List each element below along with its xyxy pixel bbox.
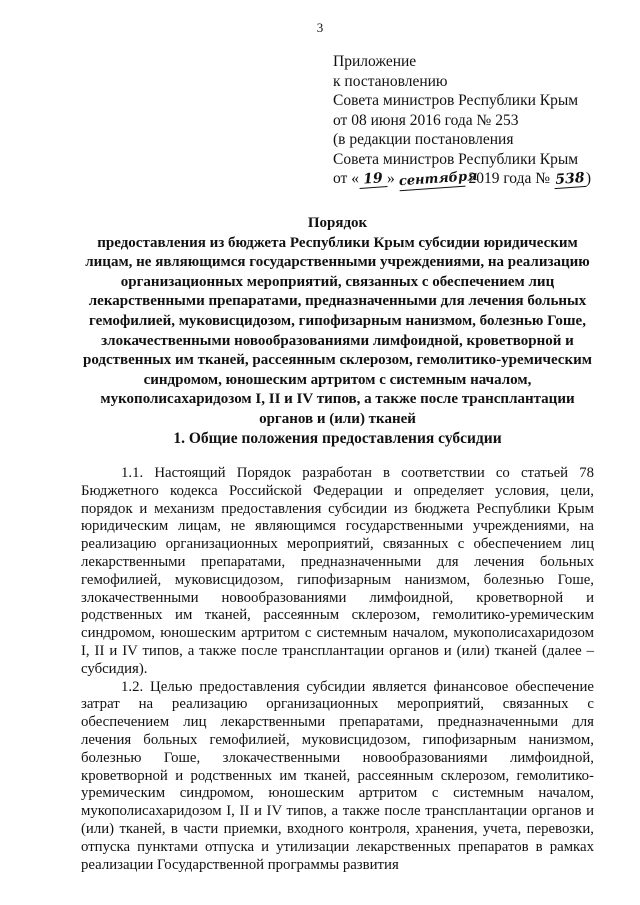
section-body bbox=[81, 465, 594, 874]
appendix-line: Совета министров Республики Крым bbox=[333, 92, 579, 109]
title-text: предоставления из бюджета Республики Крым субсидии юридическим лицам, не являющимся государственными учреждениями, на реализацию организационных мероприятий, связанных с обеспечением лиц лекарственными препаратами, предназначенными для лечения больных гемофилией, муковисцидозом, гипофизарным нанизмом, болезнью Гоше, злокачественными новообразованиями лимфоидной, кроветворной и родственных им тканей, рассеянным склерозом, гемолитико-уремическим синдромом, юношеским артритом с системным началом, мукополисахаридозом I, II и IV типов, а также после трансплантации органов и (или) тканей bbox=[83, 234, 592, 427]
appendix-date-line bbox=[333, 169, 623, 189]
appendix-line: Совета министров Республики Крым bbox=[333, 150, 579, 168]
appendix-line: к постановлению bbox=[333, 72, 448, 90]
page-number: 3 bbox=[316, 20, 324, 35]
appendix-block bbox=[333, 52, 623, 189]
paragraph-1-1: 1.1. Настоящий Порядок разработан в соответствии со статьей 78 Бюджетного кодекса Российской Федерации и определяет условия, цели, порядок и механизм предоставления субсидии из бюджета Республики Крым юридическим лицам, не являющимся государственными учреждениями, на реализацию организационных мероприятий, связанных с обеспечением лиц лекарственными препаратами, предназначенными для лечения больных гемофилией, муковисцидозом, гипофизарным нанизмом, болезнью Гоше, злокачественными новообразованиями лимфоидной, кроветворной и родственных им тканей, рассеянным склерозом, гемолитико-уремическим синдромом, юношеским артритом с системным началом, мукополисахаридозом I, II и IV типов, а также после трансплантации органов и (или) тканей (далее – субсидия). bbox=[81, 465, 594, 677]
year-text: 2019 года № bbox=[464, 170, 554, 187]
handwritten-number: 538 bbox=[554, 170, 586, 189]
handwritten-month: сентября bbox=[398, 168, 478, 190]
quote-close: » bbox=[386, 170, 395, 187]
appendix-line: от 08 июня 2016 года № 253 bbox=[333, 111, 519, 129]
paragraph-1-2: 1.2. Целью предоставления субсидии является финансовое обеспечение затрат на реализацию организационных мероприятий, связанных с обеспечением лиц лекарственными препаратами, предназначенными для лечения больных гемофилией, муковисцидозом, гипофизарным нанизмом, болезнью Гоше, злокачественными новообразованиями лимфоидной, кроветворной и родственных им тканей, рассеянным склерозом, гемолитико-уремическим синдромом, юношеским артритом с системным началом, мукополисахаридозом I, II и IV типов, а также после трансплантации органов и (или) тканей, в части приемки, входного контроля, хранения, учета, перевозки, отпуска пунктами отпуска и утилизации лекарственных препаратов в рамках реализации Государственной программы развития bbox=[81, 678, 594, 873]
document-title bbox=[80, 214, 595, 430]
section-title: 1. Общие положения предоставления субсидии bbox=[173, 430, 502, 447]
paren-close: ) bbox=[585, 170, 592, 187]
appendix-line: Приложение bbox=[333, 53, 417, 70]
title-heading: Порядок bbox=[307, 215, 368, 231]
date-prefix: от « bbox=[333, 170, 359, 187]
appendix-line: (в редакции постановления bbox=[333, 131, 514, 148]
handwritten-day: 19 bbox=[358, 170, 387, 189]
